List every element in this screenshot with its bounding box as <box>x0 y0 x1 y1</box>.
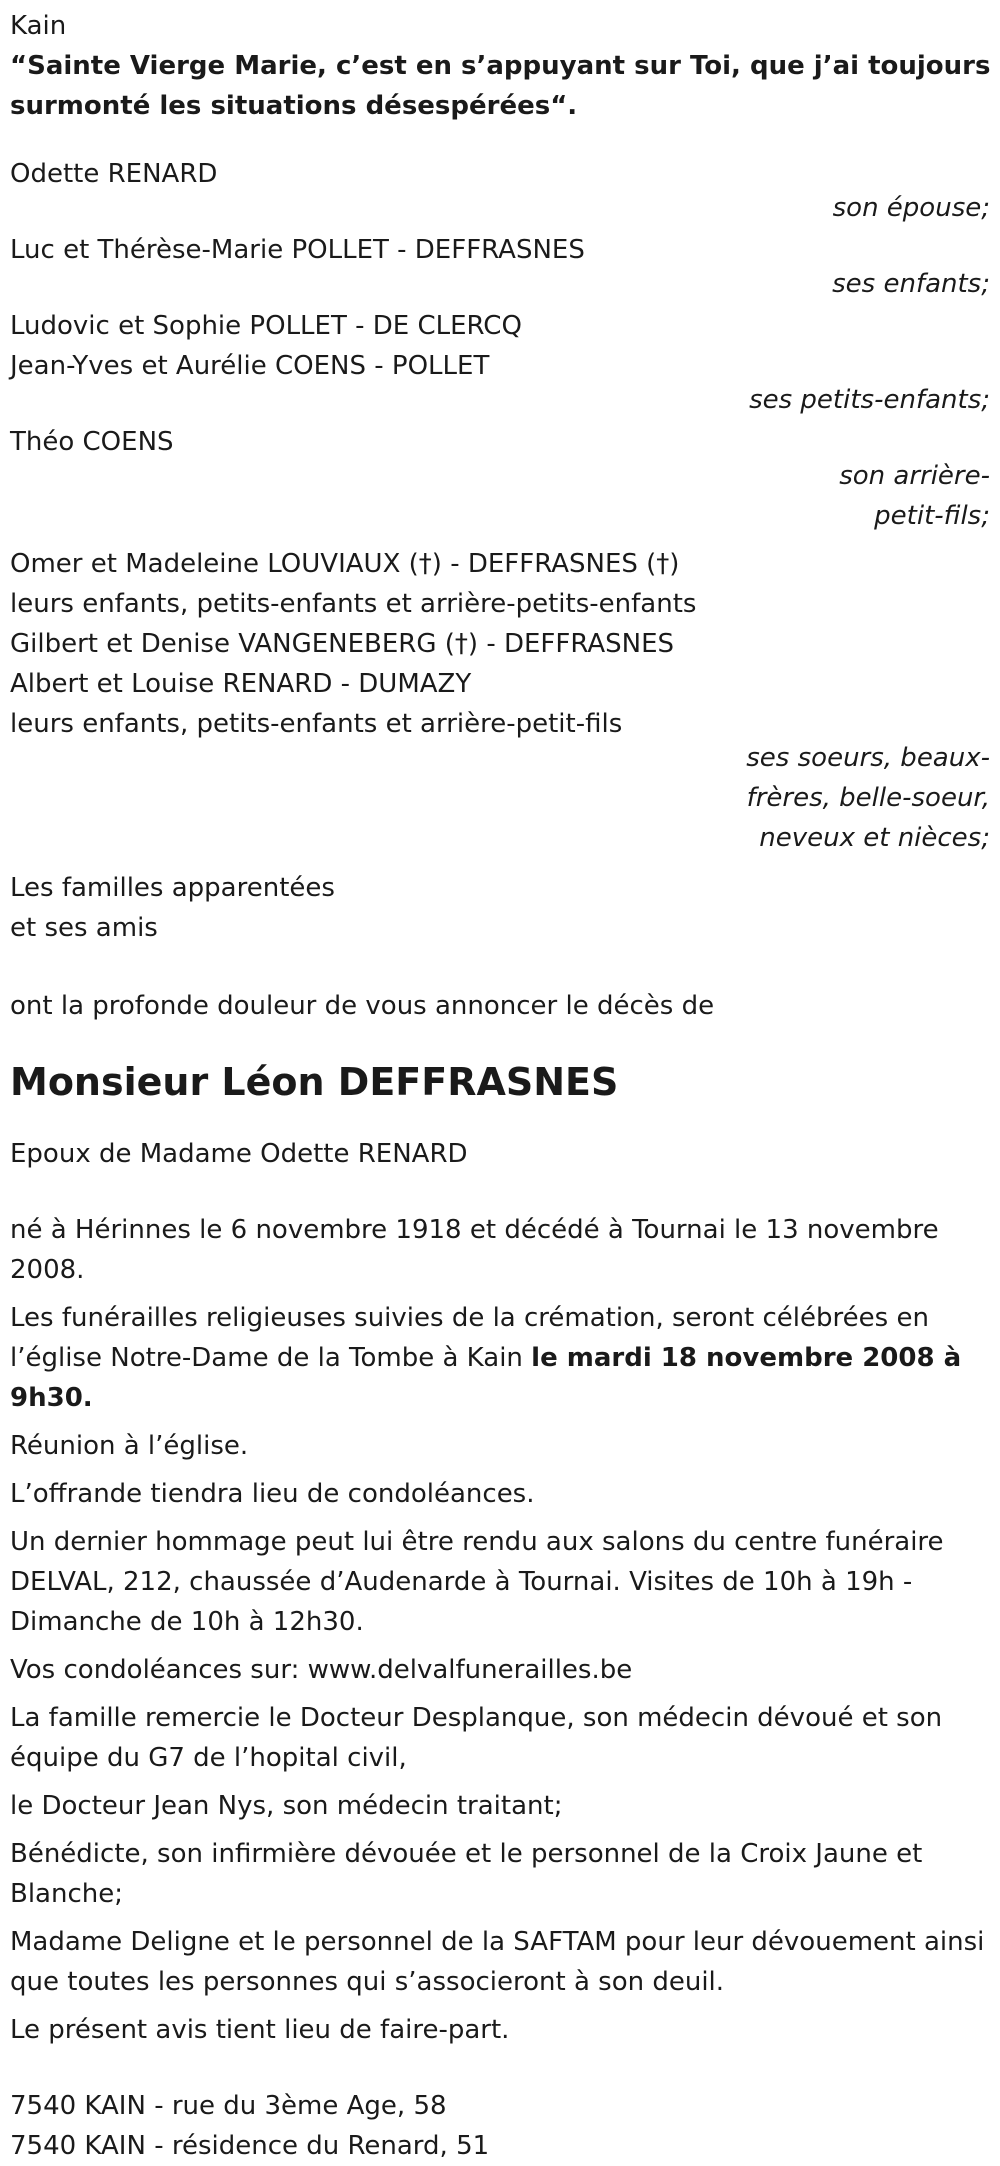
relation-label <box>10 380 990 420</box>
family-name: Ludovic et Sophie POLLET - DE CLERCQ <box>10 311 522 341</box>
family-name: Albert et Louise RENARD - DUMAZY <box>10 669 472 699</box>
funeral-text: Les funérailles religieuses suivies de la crémation, seront célébrées en l’église Notre-Dame de la Tombe à Kain <box>10 1303 929 1373</box>
relation-line: ses enfants; <box>832 269 990 299</box>
funeral-info <box>10 1298 990 1418</box>
funeral-date: le mardi 18 novembre 2008 à 9h30. <box>10 1343 962 1413</box>
family-group-children <box>10 230 990 304</box>
family-group-grandchildren <box>10 306 990 420</box>
relation-label <box>10 188 990 228</box>
condolences-info: Vos condoléances sur: www.delvalfunerailles.be <box>10 1655 633 1685</box>
address-line-2: 7540 KAIN - résidence du Renard, 51 <box>10 2131 490 2161</box>
relation-line: son arrière- <box>839 461 990 491</box>
thanks-doctor: La famille remercie le Docteur Desplanque, son médecin dévoué et son équipe du G7 de l’hopital civil, <box>10 1703 943 1773</box>
family-name: leurs enfants, petits-enfants et arrière-petits-enfants <box>10 589 697 619</box>
offering-info: L’offrande tiendra lieu de condoléances. <box>10 1479 535 1509</box>
spouse-line: Epoux de Madame Odette RENARD <box>10 1139 468 1169</box>
thanks-nurse: Bénédicte, son infirmière dévouée et le personnel de la Croix Jaune et Blanche; <box>10 1839 923 1909</box>
relation-label <box>10 456 990 536</box>
address-line-1: 7540 KAIN - rue du 3ème Age, 58 <box>10 2091 447 2121</box>
relation-line: frères, belle-soeur, <box>746 783 990 813</box>
thanks-attending-doctor: le Docteur Jean Nys, son médecin traitant; <box>10 1791 563 1821</box>
thanks-saftam: Madame Deligne et le personnel de la SAFTAM pour leur dévouement ainsi que toutes les personnes qui s’associeront à son deuil. <box>10 1927 985 1997</box>
relation-line: son épouse; <box>832 193 990 223</box>
announcement: ont la profonde douleur de vous annoncer le décès de <box>10 991 715 1021</box>
family-name: Théo COENS <box>10 427 174 457</box>
family-group-siblings <box>10 544 990 858</box>
prayer-quote-line-1: “Sainte Vierge Marie, c’est en s’appuyant sur Toi, que j’ai toujours <box>10 51 991 81</box>
family-group-spouse <box>10 154 990 228</box>
family-name: Luc et Thérèse-Marie POLLET - DEFFRASNES <box>10 235 585 265</box>
reunion-info: Réunion à l’église. <box>10 1431 249 1461</box>
relation-line: ses soeurs, beaux- <box>746 743 990 773</box>
family-group-great-grandson <box>10 422 990 536</box>
prayer-quote-line-2: surmonté les situations désespérées“. <box>10 91 578 121</box>
relation-line: neveux et nièces; <box>759 823 990 853</box>
relation-label <box>10 738 990 858</box>
family-name: leurs enfants, petits-enfants et arrière-petit-fils <box>10 709 623 739</box>
birth-death-info: né à Hérinnes le 6 novembre 1918 et décédé à Tournai le 13 novembre 2008. <box>10 1215 939 1285</box>
notice: Le présent avis tient lieu de faire-part. <box>10 2015 510 2045</box>
place-name: Kain <box>10 11 67 41</box>
relation-line: ses petits-enfants; <box>749 385 990 415</box>
relation-line: petit-fils; <box>874 501 990 531</box>
prayer-quote <box>10 46 990 126</box>
extended-family: Les familles apparentées <box>10 873 335 903</box>
family-name: Odette RENARD <box>10 159 218 189</box>
family-name: Omer et Madeleine LOUVIAUX (†) - DEFFRASNES (†) <box>10 549 680 579</box>
family-name: Jean-Yves et Aurélie COENS - POLLET <box>10 351 490 381</box>
friends: et ses amis <box>10 913 158 943</box>
deceased-name: Monsieur Léon DEFFRASNES <box>10 1060 619 1104</box>
family-name: Gilbert et Denise VANGENEBERG (†) - DEFFRASNES <box>10 629 675 659</box>
homage-info: Un dernier hommage peut lui être rendu aux salons du centre funéraire DELVAL, 212, chaussée d’Audenarde à Tournai. Visites de 10h à 19h - Dimanche de 10h à 12h30. <box>10 1527 944 1637</box>
relation-label <box>10 264 990 304</box>
